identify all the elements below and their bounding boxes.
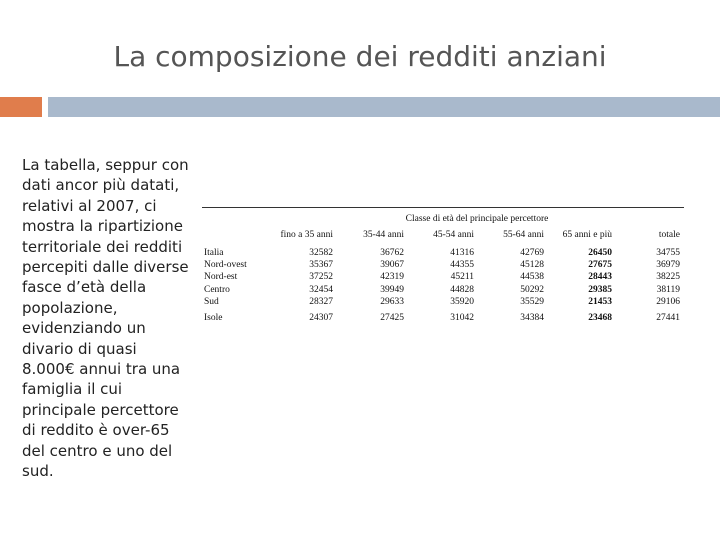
table-cell: 35920 — [450, 297, 474, 307]
table-group-header: Classe di età del principale percettore — [405, 214, 549, 224]
table-cell: 38225 — [656, 272, 680, 282]
row-label: Sud — [204, 297, 219, 307]
accent-bar-orange — [0, 97, 42, 117]
table-cell: 26450 — [588, 248, 612, 258]
table-cell: 31042 — [450, 313, 474, 323]
column-header: 65 anni e più — [562, 230, 612, 240]
table-cell: 37252 — [309, 272, 333, 282]
table-cell: 28327 — [309, 297, 333, 307]
table-cell: 44828 — [450, 285, 474, 295]
table-cell: 27425 — [380, 313, 404, 323]
accent-bar-blue — [48, 97, 720, 117]
table-cell: 35529 — [520, 297, 544, 307]
table-cell: 29106 — [656, 297, 680, 307]
table-cell: 24307 — [309, 313, 333, 323]
table-cell: 41316 — [450, 248, 474, 258]
table-cell: 34384 — [520, 313, 544, 323]
table-top-rule — [202, 207, 684, 208]
table-cell: 36762 — [380, 248, 404, 258]
column-header: 45-54 anni — [433, 230, 474, 240]
income-table — [202, 207, 684, 327]
table-cell: 23468 — [588, 313, 612, 323]
table-cell: 27441 — [656, 313, 680, 323]
table-cell: 44355 — [450, 260, 474, 270]
table-cell: 27675 — [588, 260, 612, 270]
table-cell: 45128 — [520, 260, 544, 270]
column-header: 55-64 anni — [503, 230, 544, 240]
table-cell: 21453 — [588, 297, 612, 307]
table-cell: 29385 — [588, 285, 612, 295]
table-cell: 34755 — [656, 248, 680, 258]
table-cell: 32582 — [309, 248, 333, 258]
table-cell: 50292 — [520, 285, 544, 295]
table-cell: 35367 — [309, 260, 333, 270]
body-paragraph: La tabella, seppur con dati ancor più datati, relativi al 2007, ci mostra la ripartizione territoriale dei redditi percepiti dalle diverse fasce d’età della popolazione, evidenziando un divario di quasi 8.000€ annui tra una famiglia il cui principale percettore di reddito è over-65 del centro e uno del sud. — [22, 156, 189, 481]
table-cell: 29633 — [380, 297, 404, 307]
table-cell: 36979 — [656, 260, 680, 270]
row-label: Nord-est — [204, 272, 238, 282]
table-cell: 39067 — [380, 260, 404, 270]
table-cell: 42319 — [380, 272, 404, 282]
table-cell: 45211 — [450, 272, 474, 282]
table-cell: 38119 — [656, 285, 680, 295]
column-header: 35-44 anni — [363, 230, 404, 240]
column-header: fino a 35 anni — [280, 230, 333, 240]
table-cell: 28443 — [588, 272, 612, 282]
slide-title: La composizione dei redditi anziani — [113, 40, 607, 73]
column-header: totale — [658, 230, 680, 240]
table-cell: 39949 — [380, 285, 404, 295]
row-label: Isole — [204, 313, 223, 323]
row-label: Nord-ovest — [204, 260, 247, 270]
table-cell: 42769 — [520, 248, 544, 258]
table-cell: 44538 — [520, 272, 544, 282]
row-label: Italia — [204, 248, 224, 258]
row-label: Centro — [204, 285, 230, 295]
table-cell: 32454 — [309, 285, 333, 295]
